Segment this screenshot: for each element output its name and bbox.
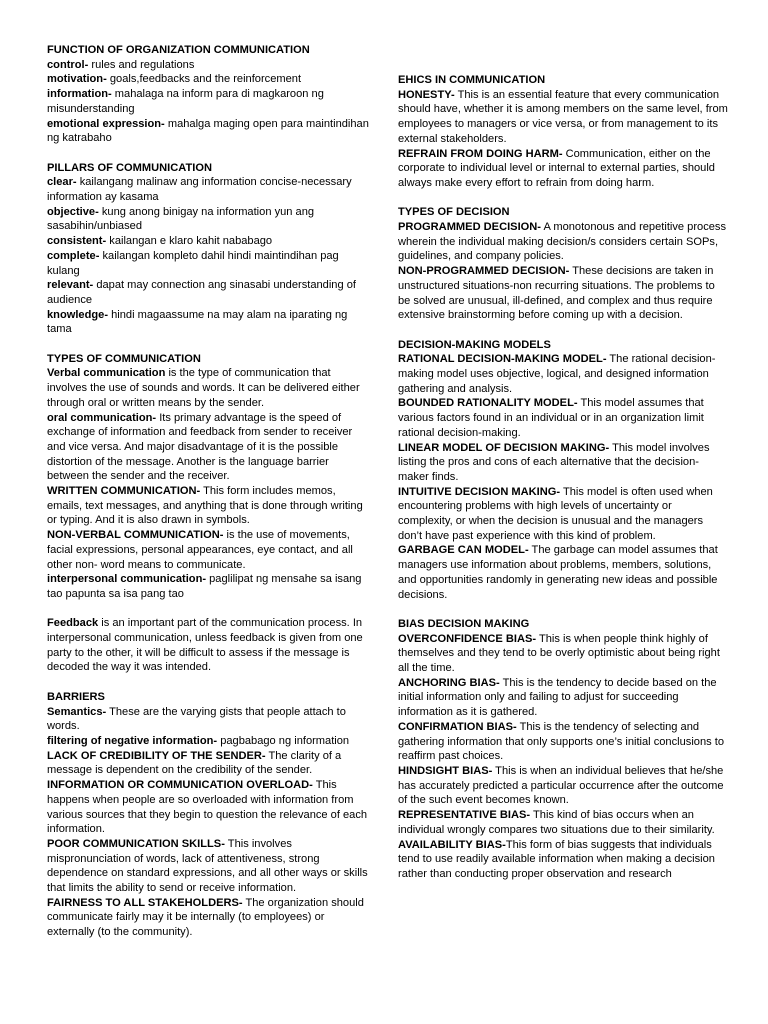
entry-term: AVAILABILITY BIAS- [398, 838, 506, 851]
entry-term: ANCHORING BIAS- [398, 676, 500, 689]
entry-term: motivation- [47, 73, 107, 86]
entry-term: LACK OF CREDIBILITY OF THE SENDER- [47, 749, 266, 762]
entry-term: Feedback [47, 617, 99, 630]
section-heading: TYPES OF DECISION [398, 206, 510, 219]
entry [47, 249, 373, 278]
entry-term: CONFIRMATION BIAS- [398, 720, 517, 733]
entry-term: LINEAR MODEL OF DECISION MAKING- [398, 441, 610, 454]
entry [47, 616, 373, 675]
entry-text: Communication, either on the corporate to individual level or internal to external parties, should always make every effort to refrain from doing harm. [398, 147, 715, 189]
entry [398, 441, 728, 485]
entry [398, 88, 728, 147]
entry-text: This kind of bias occurs when an individual wrongly compares two situations due to their similarity. [398, 809, 715, 836]
entry-text: mahalga maging open para maintindihan ng katrabaho [47, 117, 369, 145]
section-types-of-decision [398, 205, 728, 323]
entry [47, 205, 373, 234]
entry [47, 175, 373, 204]
section-heading: EHICS IN COMMUNICATION [398, 74, 546, 86]
entry-term: Verbal communication [47, 367, 166, 380]
entry-term: oral communication- [47, 411, 157, 424]
entry [398, 676, 728, 720]
entry [398, 264, 728, 323]
section-spacer [398, 323, 728, 338]
section-heading: BARRIERS [47, 690, 105, 703]
section-spacer [47, 337, 373, 352]
section-untitled [47, 616, 373, 675]
entry [398, 220, 728, 264]
right-column [398, 73, 728, 882]
entry-term: control- [47, 58, 89, 71]
entry-text: Its primary advantage is the speed of exchange of information and feedback from sender to receiver and vice versa. And major disadvantage of it is the possible distortion of the message. Another is the language barrier between the sender and the receiver. [47, 411, 353, 483]
entry [398, 352, 728, 396]
entry [47, 837, 373, 896]
section-function-of-organization-communication [47, 43, 373, 146]
entry-term: HINDSIGHT BIAS- [398, 765, 493, 777]
entry-term: INFORMATION OR COMMUNICATION OVERLOAD- [47, 779, 313, 792]
entry-text: kailangan kompleto dahil hindi maintindihan pag kulang [47, 249, 339, 277]
section-heading: DECISION-MAKING MODELS [398, 338, 551, 351]
entry-text: A monotonous and repetitive process wherein the individual making decision/s considers certain SOPs, guidelines, and company policies. [398, 221, 727, 263]
entry-term: knowledge- [47, 308, 109, 321]
entry-text: rules and regulations [88, 58, 195, 71]
section-spacer [398, 191, 728, 206]
entry-text: These decisions are taken in unstructured situations-non recurring situations. The problems to be solved are unusual, ill-defined, and complex and thus require extensive brainstorming before coming up with a decision. [398, 265, 715, 322]
entry-term: REPRESENTATIVE BIAS- [398, 809, 531, 822]
entry-text: This is an essential feature that every communication should have, whether it is among members on the same level, from employees to managers or vice versa, or from management to its external stakeholders. [398, 88, 728, 145]
entry [398, 147, 728, 191]
entry-text: dapat may connection ang sinasabi understanding of audience [47, 279, 356, 306]
entry-text: pagbabago ng information [217, 734, 350, 747]
entry-term: objective- [47, 205, 99, 218]
entry-text: The organization should communicate fairly may it be internally (to employees) or externally (to the community). [47, 896, 364, 939]
entry-text: paglilipat ng mensahe sa isang tao papunta sa isa pang tao [47, 573, 362, 600]
section-pillars-of-communication [47, 161, 373, 337]
left-column [47, 43, 373, 940]
entry-term: clear- [47, 176, 77, 189]
entry-term: FAIRNESS TO ALL STAKEHOLDERS- [47, 896, 243, 909]
entry-term: consistent- [47, 235, 107, 248]
section-heading: BIAS DECISION MAKING [398, 617, 530, 630]
entry-text: This model involves listing the pros and cons of each alternative that the decision-maker finds. [398, 441, 710, 483]
entry-text: This form includes memos, emails, text messages, and anything that is done through writing or typing. And it is also drawn in symbols. [47, 485, 363, 527]
entry-term: GARBAGE CAN MODEL- [398, 544, 529, 557]
entry-text: kailangan e klaro kahit nababago [106, 235, 273, 248]
entry-text: is the use of movements, facial expressions, personal appearances, eye contact, and all other non- word means to communicate. [47, 529, 353, 571]
section-barriers [47, 690, 373, 940]
section-heading: FUNCTION OF ORGANIZATION COMMUNICATION [47, 44, 310, 56]
entry [47, 749, 373, 778]
entry [398, 720, 728, 764]
entry-text: The clarity of a message is dependent on the credibility of the sender. [47, 749, 342, 777]
entry-text: The garbage can model assumes that managers use information about problems, members, solutions, and opportunities randomly in generating new ideas and possible decisions. [398, 544, 718, 601]
entry-term: BOUNDED RATIONALITY MODEL- [398, 397, 578, 410]
entry-text: This involves mispronunciation of words, lack of attentiveness, strong dependence on standard expressions, and all other ways or skills that limits the ability to send or receive information. [47, 837, 368, 895]
section-types-of-communication [47, 352, 373, 602]
entry-text: These are the varying gists that people attach to words. [47, 705, 346, 733]
entry [47, 87, 373, 116]
entry-text: This model is often used when encountering problems with high levels of uncertainty or complexity, or when the decision is unusual and the managers don’t have past experience with this kind of problem. [398, 485, 713, 542]
entry [47, 411, 373, 485]
entry-term: OVERCONFIDENCE BIAS- [398, 632, 537, 645]
entry [47, 484, 373, 528]
entry [47, 72, 373, 87]
entry [398, 838, 728, 882]
entry-text: This model assumes that various factors found in an individual or in an organization limit rational decision-making. [398, 397, 704, 439]
entry-text: goals,feedbacks and the reinforcement [106, 73, 302, 86]
entry [47, 278, 373, 307]
section-heading: TYPES OF COMMUNICATION [47, 352, 201, 365]
entry [47, 705, 373, 734]
entry-text: is the type of communication that involves the use of sounds and words. It can be delivered either through oral or written means by the sender. [47, 367, 360, 409]
entry-term: INTUITIVE DECISION MAKING- [398, 485, 561, 498]
section-ehics-in-communication [398, 73, 728, 191]
entry [398, 396, 728, 440]
entry [47, 308, 373, 337]
entry-text: This is the tendency to decide based on the initial information only and failing to adjust for succeeding information as it is gathered. [398, 676, 717, 719]
section-decision-making-models [398, 338, 728, 603]
entry-text: kailangang malinaw ang information concise-necessary information ay kasama [47, 176, 352, 204]
entry [398, 808, 728, 837]
entry [47, 572, 373, 601]
entry-term: PROGRAMMED DECISION- [398, 221, 541, 234]
entry [47, 528, 373, 572]
entry-term: POOR COMMUNICATION SKILLS- [47, 837, 225, 850]
entry-term: NON-PROGRAMMED DECISION- [398, 265, 570, 278]
section-bias-decision-making [398, 617, 728, 882]
entry [398, 764, 728, 808]
entry [47, 896, 373, 940]
entry-text: This is when people think highly of themselves and they tend to be overly optimistic about being right all the time. [398, 632, 720, 675]
section-heading: PILLARS OF COMMUNICATION [47, 161, 212, 174]
entry [47, 234, 373, 249]
entry-term: complete- [47, 249, 100, 262]
entry-text: The rational decision-making model uses objective, logical, and designed information gathering and analysis. [398, 353, 716, 395]
entry-text: hindi magaassume na may alam na iparating ng tama [47, 308, 348, 336]
entry [398, 632, 728, 676]
entry [47, 366, 373, 410]
section-spacer [47, 602, 373, 617]
entry-term: Semantics- [47, 705, 107, 718]
entry [47, 778, 373, 837]
entry [47, 734, 373, 749]
entry-term: relevant- [47, 279, 94, 292]
entry [398, 485, 728, 544]
entry-text: is an important part of the communication process. In interpersonal communication, unless feedback is given from one party to the other, it will be difficult to assess if the message is decoded the way it was intended. [47, 617, 363, 674]
entry-text: kung anong binigay na information yun ang sasabihin/unbiased [47, 205, 315, 233]
section-spacer [47, 675, 373, 690]
entry-term: WRITTEN COMMUNICATION- [47, 485, 201, 498]
entry-term: interpersonal communication- [47, 573, 207, 586]
entry-term: NON-VERBAL COMMUNICATION- [47, 529, 224, 542]
entry-text: mahalaga na inform para di magkaroon ng misunderstanding [47, 88, 324, 115]
entry [47, 117, 373, 146]
entry-term: emotional expression- [47, 117, 165, 130]
entry-text: This is when an individual believes that he/she has accurately predicted a particular occurrence after the outcome of the such event becomes known. [398, 765, 724, 807]
entry-text: This happens when people are so overloaded with information from various sources that they begin to question the relevance of each information. [47, 779, 368, 836]
entry [398, 543, 728, 602]
entry-term: information- [47, 88, 112, 101]
section-spacer [398, 602, 728, 617]
entry-text: This form of bias suggests that individuals tend to use readily available information when making a decision rather than conducting proper observation and research [398, 838, 715, 880]
entry [47, 58, 373, 73]
section-spacer [47, 146, 373, 161]
entry-term: RATIONAL DECISION-MAKING MODEL- [398, 353, 607, 366]
entry-term: REFRAIN FROM DOING HARM- [398, 147, 563, 160]
entry-text: This is the tendency of selecting and gathering information that only supports one’s initial conclusions to reaffirm past choices. [398, 720, 725, 763]
entry-term: filtering of negative information- [47, 734, 218, 747]
entry-term: HONESTY- [398, 88, 455, 101]
